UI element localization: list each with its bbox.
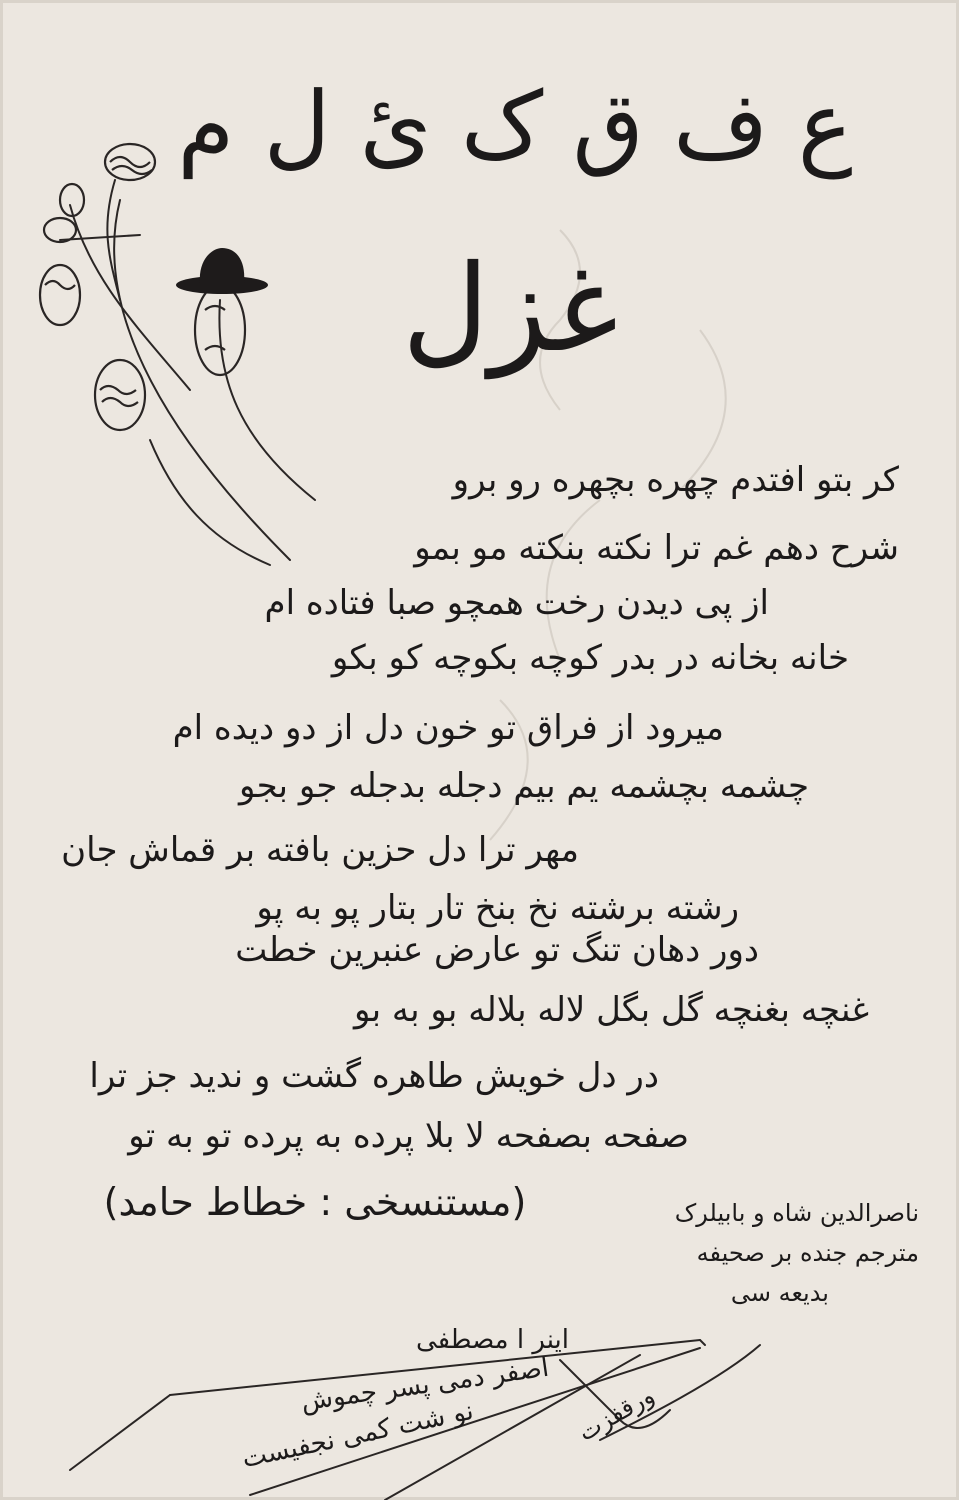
- verse-11: در دل خویش طاهره گشت و ندید جز ترا: [89, 1056, 659, 1096]
- alphabet-header: ع ف ق ک ئ ل م: [177, 72, 853, 179]
- verse-4: خانه بخانه در بدر کوچه بکوچه کو بکو: [331, 638, 849, 678]
- verse-3: از پی دیدن رخت همچو صبا فتاده ام: [264, 583, 769, 623]
- box-note-line-2: اصفر دمی پسر چموش: [299, 1352, 551, 1418]
- side-note-line-1: ناصرالدین شاه و بابیلرک: [674, 1199, 919, 1227]
- verse-5: میرود از فراق تو خون دل از دو دیده ام: [172, 708, 724, 748]
- box-note-line-3: نو شت کمی نجفیست: [239, 1395, 477, 1475]
- verse-8: رشته برشته نخ بنخ تار بتار پو به پو: [256, 888, 739, 928]
- verse-2: شرح دهم غم ترا نکته بنکته مو بمو: [414, 528, 899, 568]
- side-note-line-2: مترجم جنده بر صحیفه: [696, 1239, 919, 1267]
- box-note-line-1: اینر ا مصطفی: [415, 1325, 569, 1355]
- ghazal-title: غزل: [401, 240, 619, 379]
- verse-9: دور دهان تنگ تو عارض عنبرین خطت: [235, 930, 759, 970]
- signature: ورقفزت: [573, 1381, 660, 1447]
- verse-6: چشمه بچشمه یم بیم دجله بدجله جو بجو: [239, 766, 809, 806]
- verse-12: صفحه بصفحه لا بلا پرده به پرده تو به تو: [128, 1116, 689, 1156]
- side-note-line-3: بدیعه سی: [730, 1279, 829, 1307]
- verse-7: مهر ترا دل حزین بافته بر قماش جان: [61, 830, 579, 870]
- verse-1: کر بتو افتدم چهره بچهره رو برو: [452, 460, 899, 500]
- copyist-note: (مستنسخی : خطاط حامد): [103, 1180, 527, 1224]
- verse-10: غنچه بغنچه گل بگل لاله بلاله بو به بو: [354, 990, 869, 1030]
